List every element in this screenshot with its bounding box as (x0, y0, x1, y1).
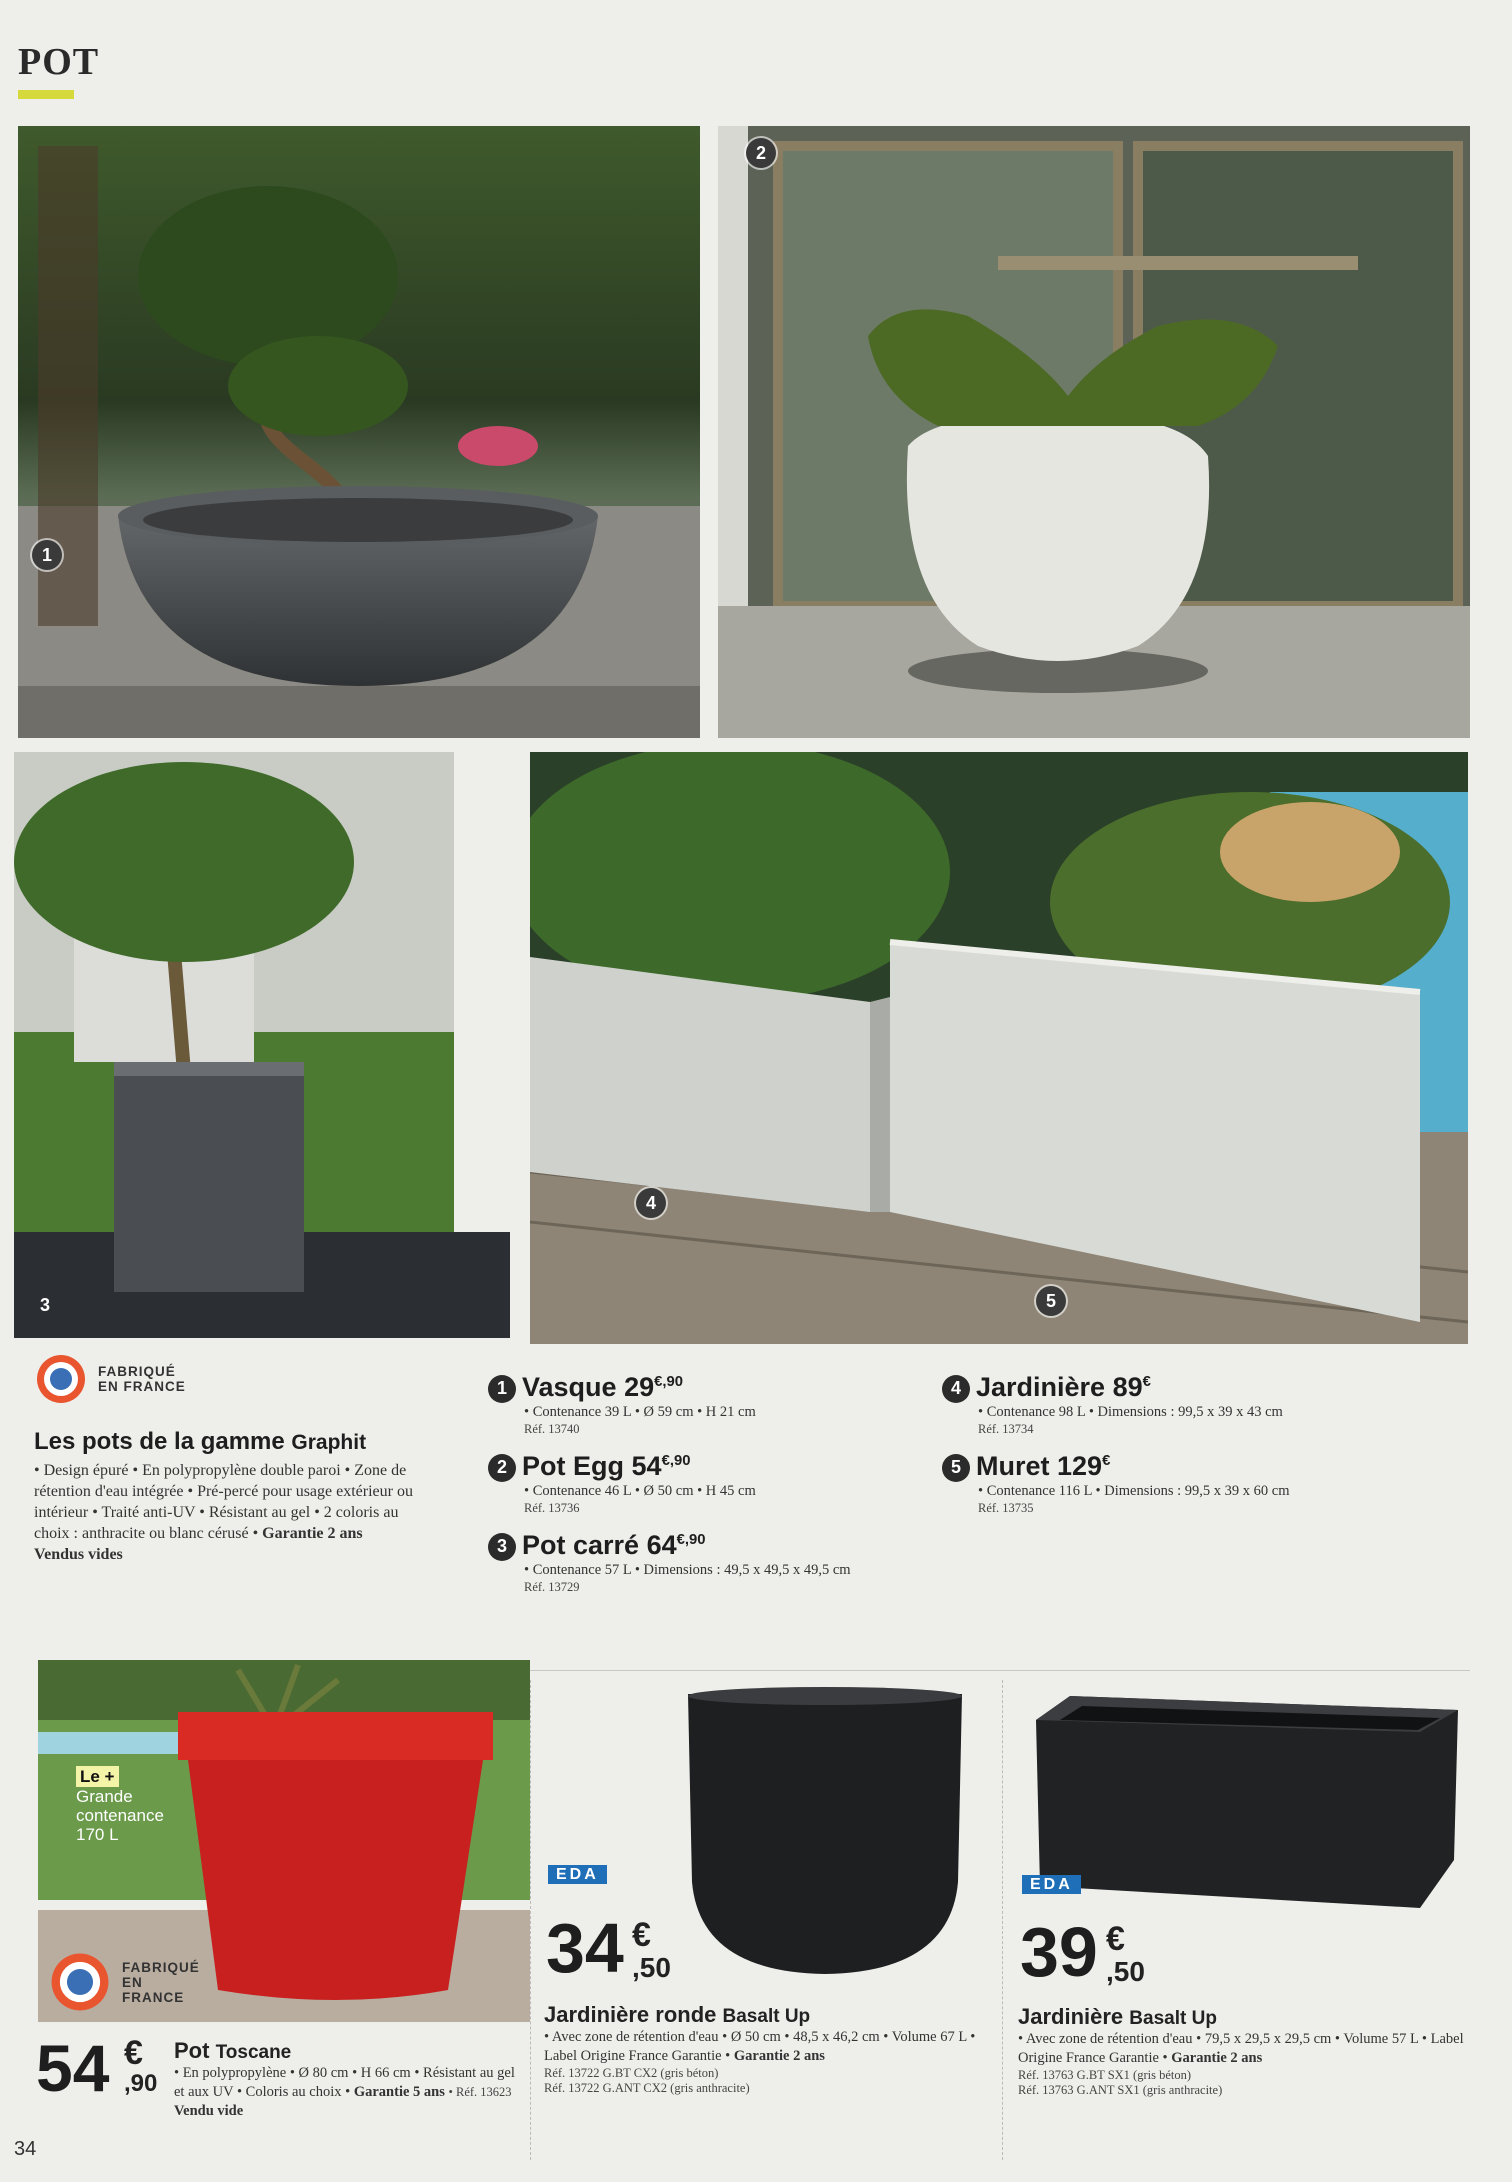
graphit-title-main: Les pots de la gamme (34, 1428, 285, 1455)
basalt-price-int: 39 (1020, 1913, 1098, 1991)
basalt-title-main: Jardinière (1018, 2004, 1124, 2029)
graphit-description (34, 1460, 414, 1565)
eda-logo-text: EDA (1022, 1875, 1081, 1894)
photo-jardinieres (530, 752, 1468, 1344)
le-plus-text-3: 170 L (76, 1825, 119, 1844)
france-map-icon (34, 1352, 88, 1406)
product-price: 29 (624, 1372, 655, 1402)
product-specs: • Contenance 98 L • Dimensions : 99,5 x 39 x 43 cm (978, 1404, 1283, 1420)
product-specs: • Contenance 46 L • Ø 50 cm • H 45 cm (524, 1483, 756, 1499)
basalt-info (1018, 2004, 1464, 2098)
fabrique-line2: EN FRANCE (98, 1379, 186, 1394)
separator-2 (1002, 1680, 1003, 2160)
product-number: 2 (488, 1454, 516, 1482)
basalt-price-dec: ,50 (1106, 1956, 1145, 1987)
product-price-dec: € (1102, 1453, 1111, 1469)
fabrique-en-france-logo (34, 1352, 414, 1406)
photo-pot-toscane (38, 1660, 530, 2022)
product-pot-carre (488, 1530, 878, 1595)
fabrique-line1: FABRIQUÉ (122, 1959, 200, 1975)
basalt-guarantee: Garantie 2 ans (1171, 2050, 1263, 2066)
basalt-specs: • Avec zone de rétention d'eau • 79,5 x 29,5 x 29,5 cm • Volume 57 L • Label Origine France Garantie • (1018, 2031, 1464, 2066)
ronde-price-dec: ,50 (632, 1952, 671, 1983)
product-name: Muret (976, 1451, 1050, 1481)
le-plus-text-2: contenance (76, 1806, 164, 1825)
le-plus-callout (76, 1766, 164, 1844)
product-specs: • Contenance 116 L • Dimensions : 99,5 x 39 x 60 cm (978, 1483, 1290, 1499)
toscane-guarantee: Garantie 5 ans (353, 2084, 445, 2100)
france-map-icon (48, 1950, 112, 2014)
product-ref: Réf. 13729 (524, 1580, 580, 1594)
product-price: 64 (646, 1530, 677, 1560)
product-muret (942, 1451, 1462, 1516)
product-number: 4 (942, 1375, 970, 1403)
fabrique-en-france-logo-2 (48, 1950, 200, 2014)
product-price: 54 (631, 1451, 662, 1481)
ronde-price-euro: € (632, 1916, 651, 1954)
basalt-title-brand: Basalt Up (1129, 2008, 1217, 2029)
section-divider (530, 1670, 1470, 1671)
product-ref: Réf. 13734 (978, 1422, 1034, 1436)
graphit-sold: Vendus vides (34, 1546, 123, 1563)
product-price-dec: € (1142, 1374, 1151, 1390)
toscane-specs-block (174, 2064, 518, 2121)
toscane-price-int: 54 (36, 2031, 110, 2105)
eda-logo-1 (548, 1866, 607, 1884)
page-title: POT (18, 41, 100, 83)
page-header (18, 40, 99, 99)
basalt-specs-block (1018, 2030, 1464, 2068)
product-price: 89 (1112, 1372, 1143, 1402)
product-name: Pot Egg (522, 1451, 624, 1481)
product-list-right (942, 1372, 1462, 1516)
product-list-left (488, 1372, 878, 1595)
ronde-title-brand: Basalt Up (722, 2006, 811, 2027)
photo-pot-carre (14, 752, 510, 1338)
basalt-ref-1: Réf. 13763 G.BT SX1 (gris béton) (1018, 2068, 1192, 2082)
product-number: 1 (488, 1375, 516, 1403)
graphit-section (34, 1352, 414, 1565)
product-number: 5 (942, 1454, 970, 1482)
toscane-info (174, 2038, 518, 2121)
photo-number-2: 2 (746, 138, 776, 168)
toscane-title-brand: Toscane (215, 2042, 292, 2063)
ronde-price-int: 34 (546, 1909, 624, 1987)
toscane-sold: Vendu vide (174, 2103, 244, 2119)
photo-jardiniere-basalt (1030, 1690, 1462, 1914)
photo-vasque (18, 126, 700, 738)
toscane-ref: • Réf. 13623 (448, 2085, 512, 2099)
product-price-dec: €,90 (676, 1532, 706, 1548)
ronde-ref-2: Réf. 13722 G.ANT CX2 (gris anthracite) (544, 2081, 750, 2095)
product-specs: • Contenance 57 L • Dimensions : 49,5 x 49,5 x 49,5 cm (524, 1562, 851, 1578)
product-name: Pot carré (522, 1530, 640, 1560)
photo-number-1: 1 (32, 540, 62, 570)
photo-number-3: 3 (39, 1294, 50, 1315)
product-jardiniere (942, 1372, 1462, 1437)
page-number: 34 (14, 2138, 37, 2160)
photo-number-5: 5 (1036, 1286, 1066, 1316)
ronde-specs-block (544, 2028, 996, 2066)
ronde-ref-1: Réf. 13722 G.BT CX2 (gris béton) (544, 2066, 719, 2080)
ronde-price (546, 1908, 696, 1998)
separator-1 (530, 1680, 531, 2160)
ronde-specs: • Avec zone de rétention d'eau • Ø 50 cm • 48,5 x 46,2 cm • Volume 67 L • Label Origine France Garantie • (544, 2029, 976, 2064)
product-price: 129 (1057, 1451, 1103, 1481)
product-specs: • Contenance 39 L • Ø 59 cm • H 21 cm (524, 1404, 756, 1420)
le-plus-text-1: Grande (76, 1787, 133, 1806)
photo-number-4: 4 (636, 1188, 666, 1218)
toscane-price-dec: ,90 (124, 2070, 158, 2097)
photo-jardiniere-ronde (680, 1682, 970, 1982)
title-underline (18, 90, 74, 99)
product-name: Vasque (522, 1372, 617, 1402)
product-vasque (488, 1372, 878, 1437)
ronde-info (544, 2002, 996, 2096)
ronde-guarantee: Garantie 2 ans (733, 2048, 825, 2064)
toscane-specs: • En polypropylène • Ø 80 cm • H 66 cm • Résistant au gel et aux UV • Coloris au choix • (174, 2065, 515, 2100)
toscane-price (36, 2030, 158, 2106)
fabrique-line1: FABRIQUÉ (98, 1364, 176, 1379)
eda-logo-text: EDA (548, 1865, 607, 1884)
product-ref: Réf. 13740 (524, 1422, 580, 1436)
toscane-title-main: Pot (174, 2038, 210, 2063)
graphit-desc-text: • Design épuré • En polypropylène double paroi • Zone de rétention d'eau intégrée • Pré-percé pour usage extérieur ou intérieur • Traité anti-UV • Résistant au gel • 2 coloris au choix : anthracite ou blanc cérusé • (34, 1462, 413, 1542)
basalt-price (1020, 1912, 1170, 2002)
graphit-title (34, 1428, 414, 1456)
product-name: Jardinière (976, 1372, 1106, 1402)
product-ref: Réf. 13736 (524, 1501, 580, 1515)
product-price-dec: €,90 (661, 1453, 691, 1469)
toscane-price-euro: € (124, 2034, 143, 2072)
le-plus-label: Le + (76, 1766, 119, 1787)
basalt-price-euro: € (1106, 1920, 1125, 1958)
fabrique-line2: EN FRANCE (122, 1974, 185, 2005)
product-number: 3 (488, 1533, 516, 1561)
product-price-dec: €,90 (654, 1374, 684, 1390)
basalt-ref-2: Réf. 13763 G.ANT SX1 (gris anthracite) (1018, 2083, 1223, 2097)
graphit-title-brand: Graphit (291, 1431, 367, 1454)
photo-pot-egg (718, 126, 1470, 738)
product-ref: Réf. 13735 (978, 1501, 1034, 1515)
product-pot-egg (488, 1451, 878, 1516)
graphit-guarantee: Garantie 2 ans (262, 1525, 363, 1542)
eda-logo-2 (1022, 1876, 1081, 1894)
ronde-title-main: Jardinière ronde (544, 2002, 717, 2027)
